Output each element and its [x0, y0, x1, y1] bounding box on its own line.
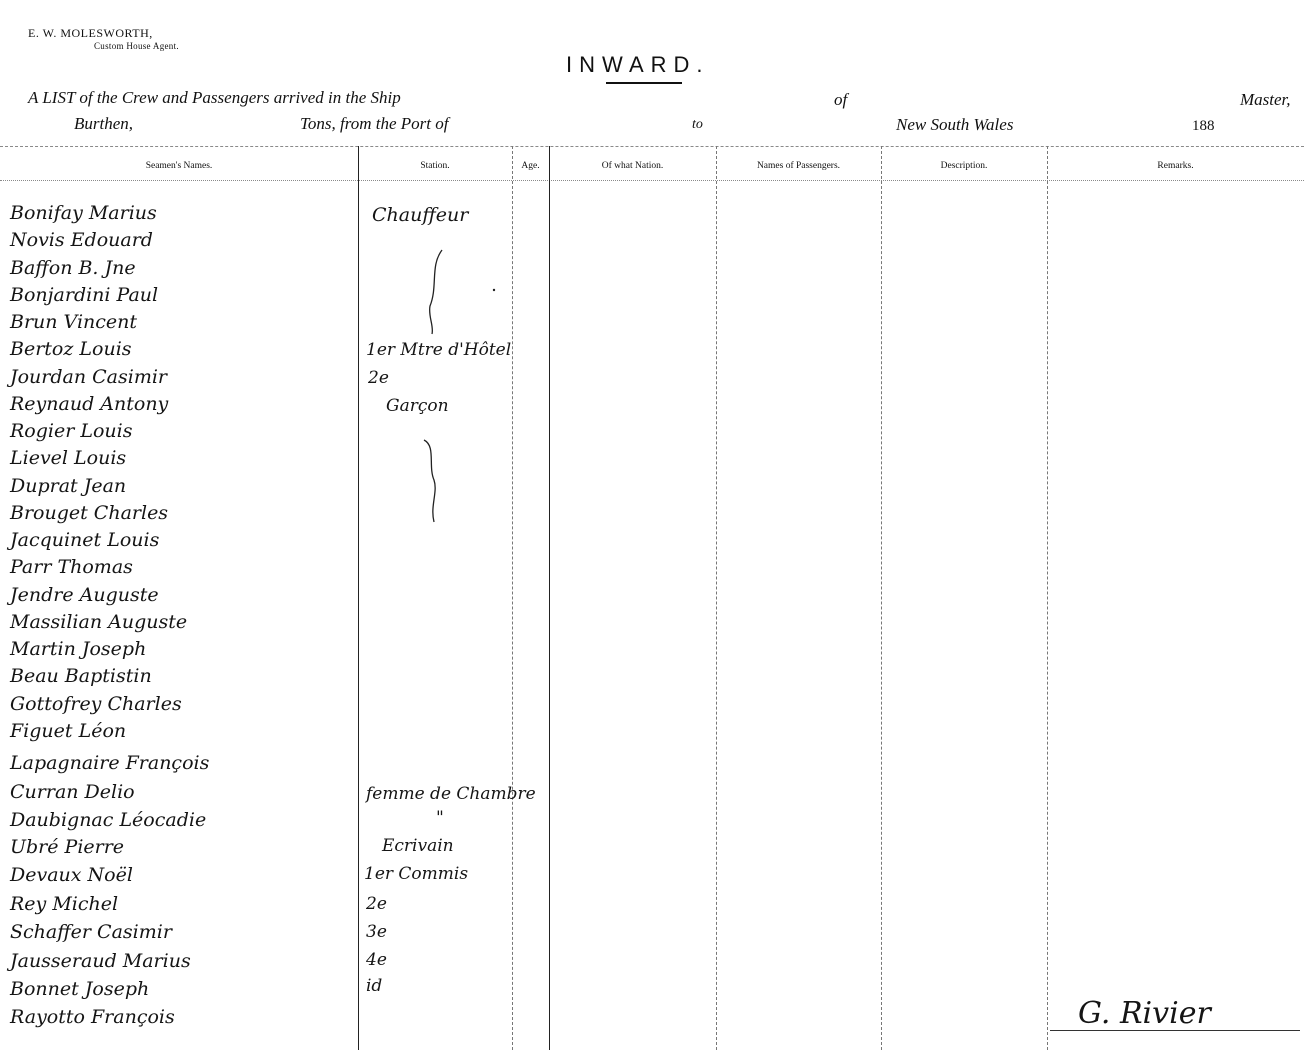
- crew-name: Martin Joseph: [10, 638, 147, 660]
- column-divider-passengers: [716, 146, 717, 1050]
- crew-name: Figuet Léon: [10, 720, 127, 742]
- crew-name: Beau Baptistin: [10, 665, 152, 687]
- crew-name: Schaffer Casimir: [10, 921, 172, 943]
- crew-name: Jacquinet Louis: [10, 529, 160, 551]
- column-divider-description: [881, 146, 882, 1050]
- title-underline: [606, 82, 682, 84]
- crew-name: Rayotto François: [10, 1006, 175, 1028]
- crew-name: Bonnet Joseph: [10, 978, 150, 1000]
- station-entry: 4e: [366, 950, 387, 970]
- crew-name: Jendre Auguste: [10, 584, 159, 606]
- crew-name: Rogier Louis: [10, 420, 133, 442]
- station-entry: 3e: [366, 922, 387, 942]
- column-divider-remarks: [1047, 146, 1048, 1050]
- station-entry: 2e: [366, 894, 387, 914]
- crew-name: Massilian Auguste: [10, 611, 188, 633]
- agent-name: E. W. MOLESWORTH,: [28, 26, 153, 40]
- column-divider-station: [358, 146, 359, 1050]
- crew-name: Curran Delio: [10, 781, 135, 803]
- station-entry: 1er Mtre d'Hôtel: [366, 340, 512, 360]
- crew-name: Brouget Charles: [10, 502, 169, 524]
- crew-name: Ubré Pierre: [10, 836, 125, 858]
- crew-name: Duprat Jean: [10, 475, 127, 497]
- station-entry: id: [366, 976, 383, 996]
- form-line2-year: 188: [1192, 118, 1215, 134]
- crew-name: Lievel Louis: [10, 447, 127, 469]
- ditto-mark: [420, 436, 450, 526]
- crew-name: Jausseraud Marius: [10, 950, 191, 972]
- form-line1-master: Master,: [1240, 90, 1291, 109]
- header-station: Station.: [420, 161, 450, 171]
- station-entry: Chauffeur: [372, 204, 469, 226]
- form-line2-destination: New South Wales: [896, 115, 1014, 134]
- station-entry: Garçon: [386, 396, 449, 416]
- station-entry: 2e: [368, 368, 389, 388]
- header-passengers: Names of Passengers.: [756, 161, 841, 171]
- crew-name: Devaux Noël: [10, 864, 133, 886]
- form-line1-text: A LIST of the Crew and Passengers arrived in the Ship: [28, 88, 401, 107]
- crew-name: Rey Michel: [10, 893, 119, 915]
- crew-name: Daubignac Léocadie: [10, 809, 207, 831]
- crew-name: Bonifay Marius: [10, 202, 157, 224]
- table-top-rule: [0, 146, 1304, 147]
- crew-name: Brun Vincent: [10, 311, 138, 333]
- crew-name: Lapagnaire François: [10, 752, 210, 774]
- crew-name: Bertoz Louis: [10, 338, 132, 360]
- column-divider-age: [512, 146, 513, 1050]
- page-title: INWARD.: [566, 52, 710, 77]
- crew-name: Baffon B. Jne: [10, 257, 136, 279]
- station-entry: 1er Commis: [364, 864, 469, 884]
- header-remarks: Remarks.: [1157, 161, 1194, 171]
- form-line2-burthen: Burthen,: [74, 114, 134, 133]
- form-line2-to: to: [692, 117, 703, 132]
- agent-title: Custom House Agent.: [94, 41, 179, 51]
- ditto-mark: [420, 246, 500, 336]
- crew-name: Reynaud Antony: [10, 393, 169, 415]
- form-line2-tons: Tons, from the Port of: [300, 114, 449, 133]
- station-entry: ": [436, 808, 444, 828]
- signature: G. Rivier: [1078, 996, 1211, 1031]
- station-entry: femme de Chambre: [366, 784, 536, 804]
- crew-name: Bonjardini Paul: [10, 284, 159, 306]
- header-age: Age.: [521, 161, 540, 171]
- crew-name: Parr Thomas: [10, 556, 133, 578]
- header-description: Description.: [940, 161, 988, 171]
- crew-name: Gottofrey Charles: [10, 693, 182, 715]
- crew-name: Jourdan Casimir: [10, 366, 168, 388]
- column-divider-nation: [549, 146, 550, 1050]
- signature-line: [1050, 1030, 1300, 1031]
- station-entry: Ecrivain: [382, 836, 454, 856]
- header-nation: Of what Nation.: [601, 161, 664, 171]
- form-line1-of: of: [834, 90, 848, 109]
- header-seamen-names: Seamen's Names.: [145, 161, 213, 171]
- crew-name: Novis Edouard: [10, 229, 153, 251]
- header-bottom-rule: [0, 180, 1304, 181]
